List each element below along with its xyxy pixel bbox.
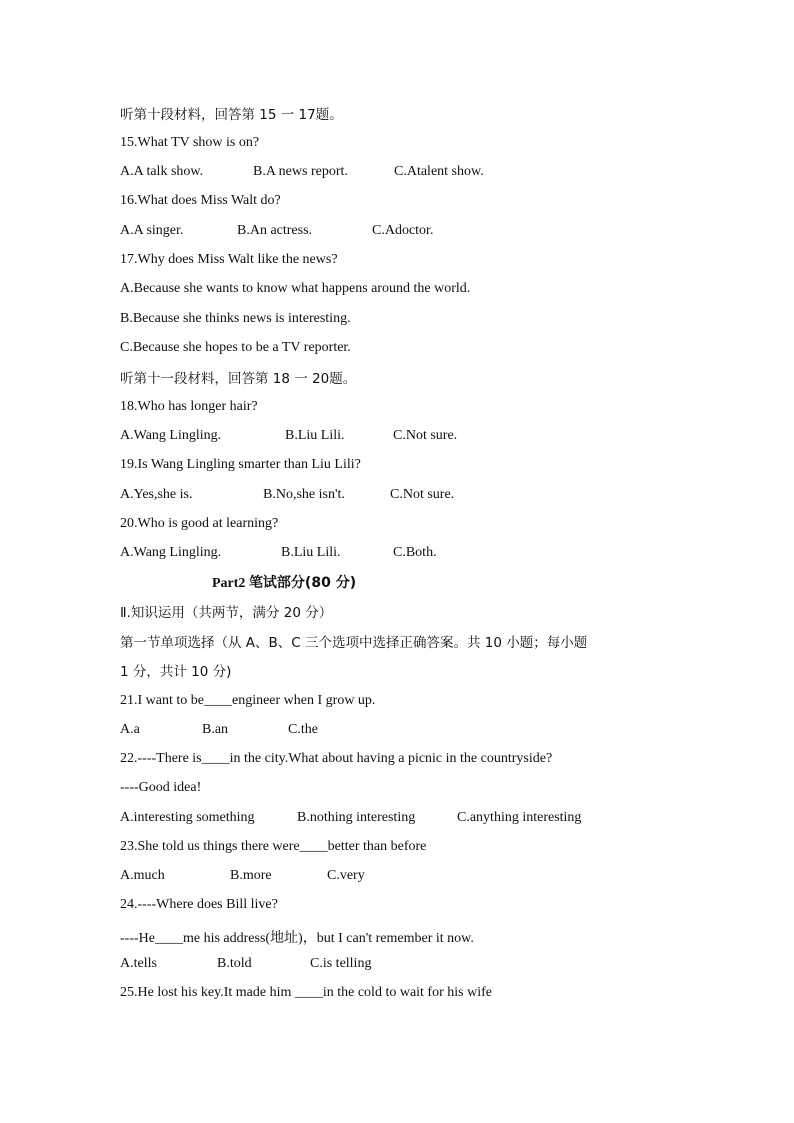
part2-heading: 笔试部分(80 分) <box>248 575 357 591</box>
subsection-1-instructions-cont: 1 分，共计 10 分) <box>120 664 232 680</box>
subsection-1-instructions: 第一节单项选择（从 A、B、C 三个选项中选择正确答案。共 10 小题；每小题 <box>120 635 588 651</box>
section-2-heading: Ⅱ.知识运用（共两节，满分 20 分） <box>120 605 333 621</box>
option-a: A.much <box>120 868 165 883</box>
option-a: A.A talk show. <box>120 164 204 179</box>
option-c: C.Atalent show. <box>394 164 484 179</box>
question-15: 15.What TV show is on? <box>120 135 260 150</box>
question-18: 18.Who has longer hair? <box>120 399 258 414</box>
question-24-reply: ----He____me his address(地址)，but I can't remember it now. <box>120 931 474 946</box>
option-c: C.Adoctor. <box>372 223 434 238</box>
section-10-heading: 听第十段材料，回答第 15 一 17题。 <box>120 107 343 123</box>
question-24: 24.----Where does Bill live? <box>120 897 278 912</box>
option-b: B.nothing interesting <box>297 810 416 825</box>
question-16: 16.What does Miss Walt do? <box>120 193 281 208</box>
option-b: B.Liu Lili. <box>285 428 345 443</box>
question-22: 22.----There is____in the city.What about having a picnic in the countryside? <box>120 751 553 766</box>
option-a: A.a <box>120 722 140 737</box>
question-25: 25.He lost his key.It made him ____in the cold to wait for his wife <box>120 985 492 1000</box>
option-c: C.very <box>327 868 365 883</box>
question-19: 19.Is Wang Lingling smarter than Liu Lili? <box>120 457 361 472</box>
question-17-option-c: C.Because she hopes to be a TV reporter. <box>120 340 351 355</box>
option-b: B.A news report. <box>253 164 348 179</box>
part2-label: Part2 <box>212 576 246 591</box>
option-a: A.interesting something <box>120 810 255 825</box>
option-c: C.Not sure. <box>390 487 455 502</box>
option-a: A.Yes,she is. <box>120 487 193 502</box>
option-c: C.Both. <box>393 545 437 560</box>
option-b: B.an <box>202 722 229 737</box>
option-c: C.anything interesting <box>457 810 582 825</box>
option-a: A.Wang Lingling. <box>120 545 222 560</box>
question-17-option-a: A.Because she wants to know what happens around the world. <box>120 281 471 296</box>
question-20: 20.Who is good at learning? <box>120 516 279 531</box>
option-b: B.Liu Lili. <box>281 545 341 560</box>
option-a: A.A singer. <box>120 223 184 238</box>
option-c: C.is telling <box>310 956 372 971</box>
question-23: 23.She told us things there were____better than before <box>120 839 427 854</box>
section-11-heading: 听第十一段材料，回答第 18 一 20题。 <box>120 371 357 387</box>
option-c: C.the <box>288 722 318 737</box>
option-a: A.tells <box>120 956 157 971</box>
question-22-reply: ----Good idea! <box>120 780 202 795</box>
question-17: 17.Why does Miss Walt like the news? <box>120 252 338 267</box>
option-b: B.An actress. <box>237 223 313 238</box>
option-b: B.more <box>230 868 272 883</box>
question-17-option-b: B.Because she thinks news is interesting. <box>120 311 351 326</box>
option-c: C.Not sure. <box>393 428 458 443</box>
option-b: B.told <box>217 956 252 971</box>
option-b: B.No,she isn't. <box>263 487 345 502</box>
part2-title <box>212 572 356 592</box>
question-21: 21.I want to be____engineer when I grow up. <box>120 693 376 708</box>
option-a: A.Wang Lingling. <box>120 428 222 443</box>
